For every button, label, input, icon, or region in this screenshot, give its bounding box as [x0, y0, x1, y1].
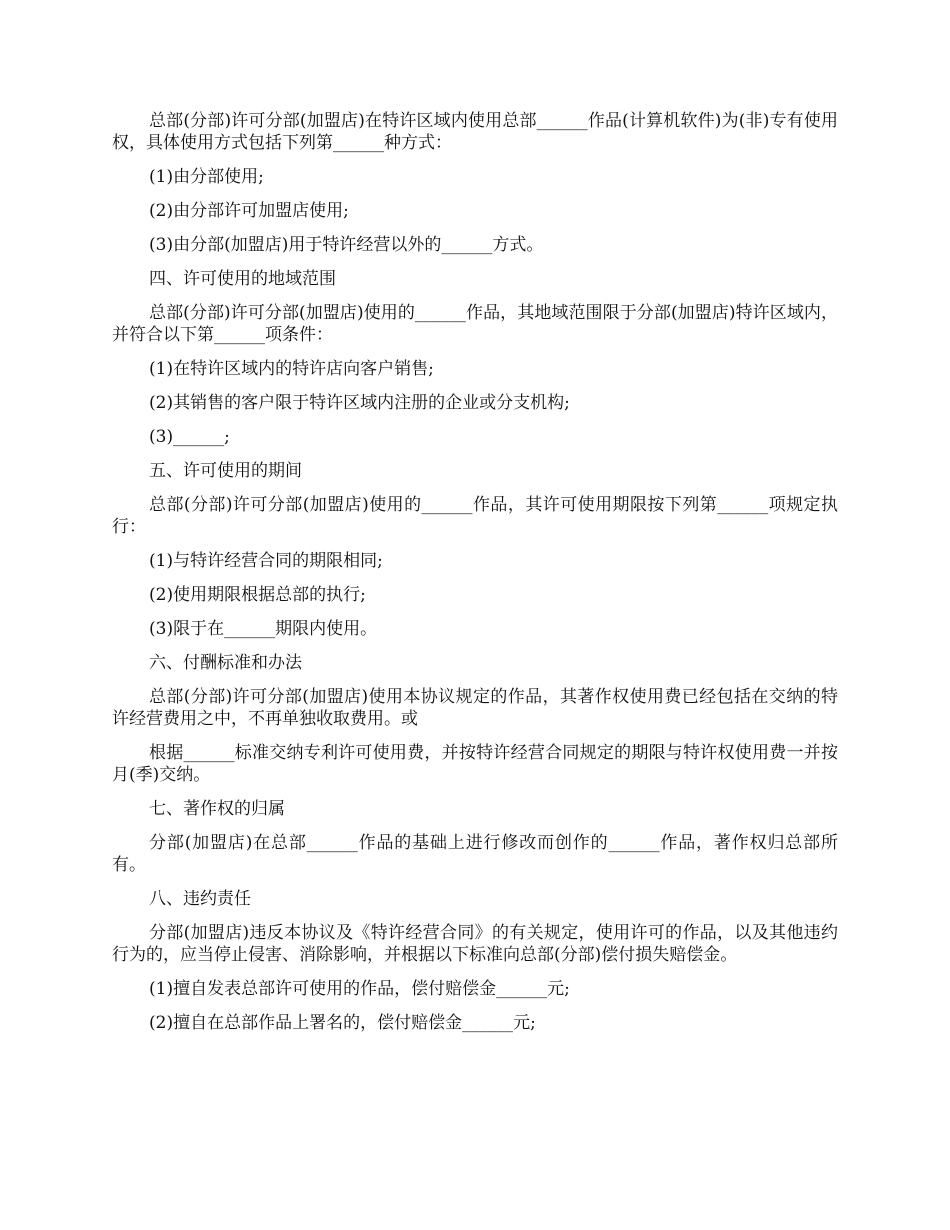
paragraph-period-item-3: (3)限于在______期限内使用。 [149, 619, 378, 639]
section-heading-period: 五、许可使用的期间 [149, 461, 302, 481]
document-body [112, 110, 838, 1046]
section-heading-payment: 六、付酬标准和办法 [149, 653, 302, 673]
paragraph-period-item-1: (1)与特许经营合同的期限相同; [149, 551, 383, 571]
paragraph-period-item-2: (2)使用期限根据总部的执行; [149, 585, 366, 605]
paragraph-territory-item-3: (3)______; [149, 427, 230, 447]
paragraph-usage-scope: 总部(分部)许可分部(加盟店)在特许区域内使用总部______作品(计算机软件)为(非)专有使用权，具体使用方式包括下列第______种方式： [112, 111, 838, 153]
paragraph-payment-included: 总部(分部)许可分部(加盟店)使用本协议规定的作品，其著作权使用费已经包括在交纳的特许经营费用之中，不再单独收取费用。或 [112, 687, 838, 729]
section-heading-territory: 四、许可使用的地域范围 [149, 269, 336, 289]
paragraph-period: 总部(分部)许可分部(加盟店)使用的______作品，其许可使用期限按下列第______项规定执行： [112, 495, 838, 537]
paragraph-payment-alternative: 根据______标准交纳专利许可使用费，并按特许经营合同规定的期限与特许权使用费一并按月(季)交纳。 [112, 743, 838, 785]
section-heading-liability: 八、违约责任 [149, 889, 251, 909]
paragraph-liability-item-1: (1)擅自发表总部许可使用的作品，偿付赔偿金______元; [149, 979, 570, 999]
paragraph-territory-item-2: (2)其销售的客户限于特许区域内注册的企业或分支机构; [149, 393, 570, 413]
section-heading-copyright: 七、著作权的归属 [149, 799, 285, 819]
paragraph-usage-item-1: (1)由分部使用; [149, 167, 264, 187]
paragraph-territory-item-1: (1)在特许区域内的特许店向客户销售; [149, 359, 434, 379]
paragraph-liability: 分部(加盟店)违反本协议及《特许经营合同》的有关规定，使用许可的作品，以及其他违约行为的，应当停止侵害、消除影响，并根据以下标准向总部(分部)偿付损失赔偿金。 [112, 923, 838, 965]
paragraph-territory: 总部(分部)许可分部(加盟店)使用的______作品，其地域范围限于分部(加盟店)特许区域内，并符合以下第______项条件： [112, 303, 838, 345]
paragraph-usage-item-3: (3)由分部(加盟店)用于特许经营以外的______方式。 [149, 235, 544, 255]
paragraph-usage-item-2: (2)由分部许可加盟店使用; [149, 201, 349, 221]
paragraph-liability-item-2: (2)擅自在总部作品上署名的，偿付赔偿金______元; [149, 1013, 536, 1033]
paragraph-copyright: 分部(加盟店)在总部______作品的基础上进行修改而创作的______作品，著作权归总部所有。 [112, 833, 838, 875]
